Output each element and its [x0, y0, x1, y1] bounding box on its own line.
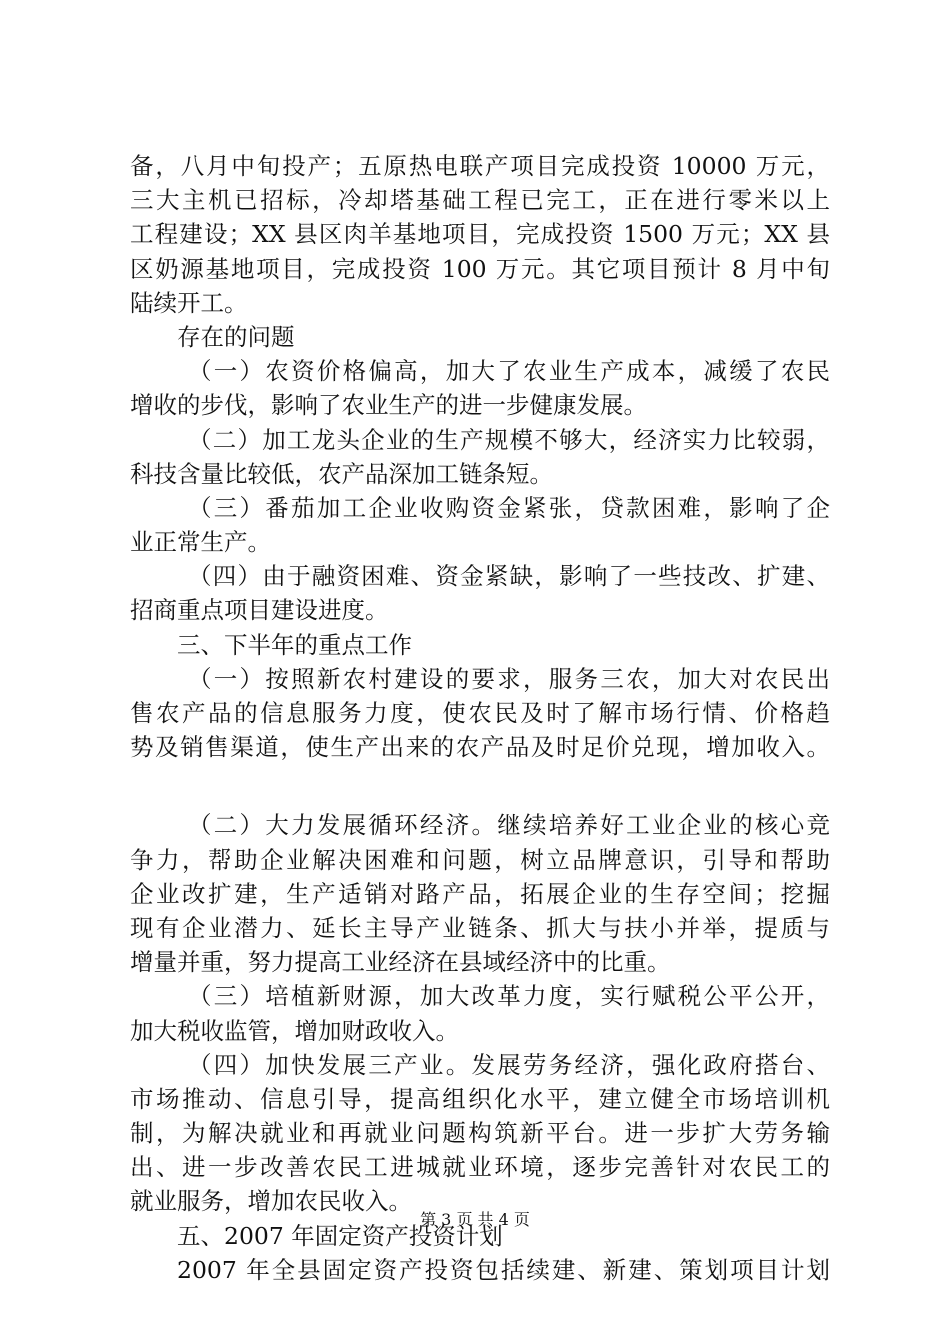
text-line: 市场推动、信息引导，提高组织化水平，建立健全市场培训机 [130, 1084, 830, 1113]
text-line: 区奶源基地项目，完成投资 100 万元。其它项目预计 8 月中旬 [130, 254, 830, 283]
text-line: 备，八月中旬投产；五原热电联产项目完成投资 10000 万元， [130, 152, 830, 180]
text-line: 科技含量比较低，农产品深加工链条短。 [130, 459, 553, 488]
text-line: 出、进一步改善农民工进城就业环境，逐步完善针对农民工的 [130, 1153, 830, 1182]
text-line: （二）加工龙头企业的生产规模不够大，经济实力比较弱， [188, 425, 830, 454]
text-line: 三大主机已招标，冷却塔基础工程已完工，正在进行零米以上 [130, 186, 830, 215]
text-line: 就业服务，增加农民收入。 [130, 1187, 412, 1216]
text-line: （三）培植新财源，加大改革力度，实行赋税公平公开， [188, 982, 830, 1011]
text-line: 工程建设；XX 县区肉羊基地项目，完成投资 1500 万元；XX 县 [130, 220, 830, 249]
text-line: 企业改扩建，生产适销对路产品，拓展企业的生存空间；挖掘 [130, 879, 830, 908]
text-line: 势及销售渠道，使生产出来的农产品及时足价兑现，增加收入。 [130, 733, 830, 762]
text-line: 增收的步伐，影响了农业生产的进一步健康发展。 [130, 391, 647, 420]
text-line: 业正常生产。 [130, 528, 271, 557]
section-heading: 五、2007 年固定资产投资计划 [177, 1221, 503, 1250]
text-line: （四）由于融资困难、资金紧缺，影响了一些技改、扩建、 [188, 562, 830, 591]
page-number-footer: 第 3 页 共 4 页 [420, 1210, 530, 1229]
text-line: （一）农资价格偏高，加大了农业生产成本，减缓了农民 [188, 357, 830, 386]
section-heading: 存在的问题 [177, 322, 295, 351]
text-line: 现有企业潜力、延长主导产业链条、抓大与扶小并举，提质与 [130, 913, 830, 942]
text-line: 争力，帮助企业解决困难和问题，树立品牌意识，引导和帮助 [130, 845, 830, 874]
document-body [130, 149, 830, 1287]
text-line: 售农产品的信息服务力度，使农民及时了解市场行情、价格趋 [130, 699, 830, 727]
text-line: 陆续开工。 [130, 288, 248, 317]
text-line: 加大税收监管，增加财政收入。 [130, 1016, 459, 1045]
text-line: 招商重点项目建设进度。 [130, 596, 389, 625]
text-line: （四）加快发展三产业。发展劳务经济，强化政府搭台、 [188, 1050, 830, 1079]
text-line: （一）按照新农村建设的要求，服务三农，加大对农民出 [188, 664, 830, 693]
text-line: 2007 年全县固定资产投资包括续建、新建、策划项目计划 [177, 1255, 830, 1284]
section-heading: 三、下半年的重点工作 [177, 630, 412, 659]
text-line: 增量并重，努力提高工业经济在县域经济中的比重。 [130, 948, 671, 977]
text-line: （三）番茄加工企业收购资金紧张，贷款困难，影响了企 [188, 493, 830, 522]
text-line: 制，为解决就业和再就业问题构筑新平台。进一步扩大劳务输 [130, 1119, 830, 1148]
blank-line [130, 764, 830, 808]
text-line: （二）大力发展循环经济。继续培养好工业企业的核心竞 [188, 811, 830, 840]
